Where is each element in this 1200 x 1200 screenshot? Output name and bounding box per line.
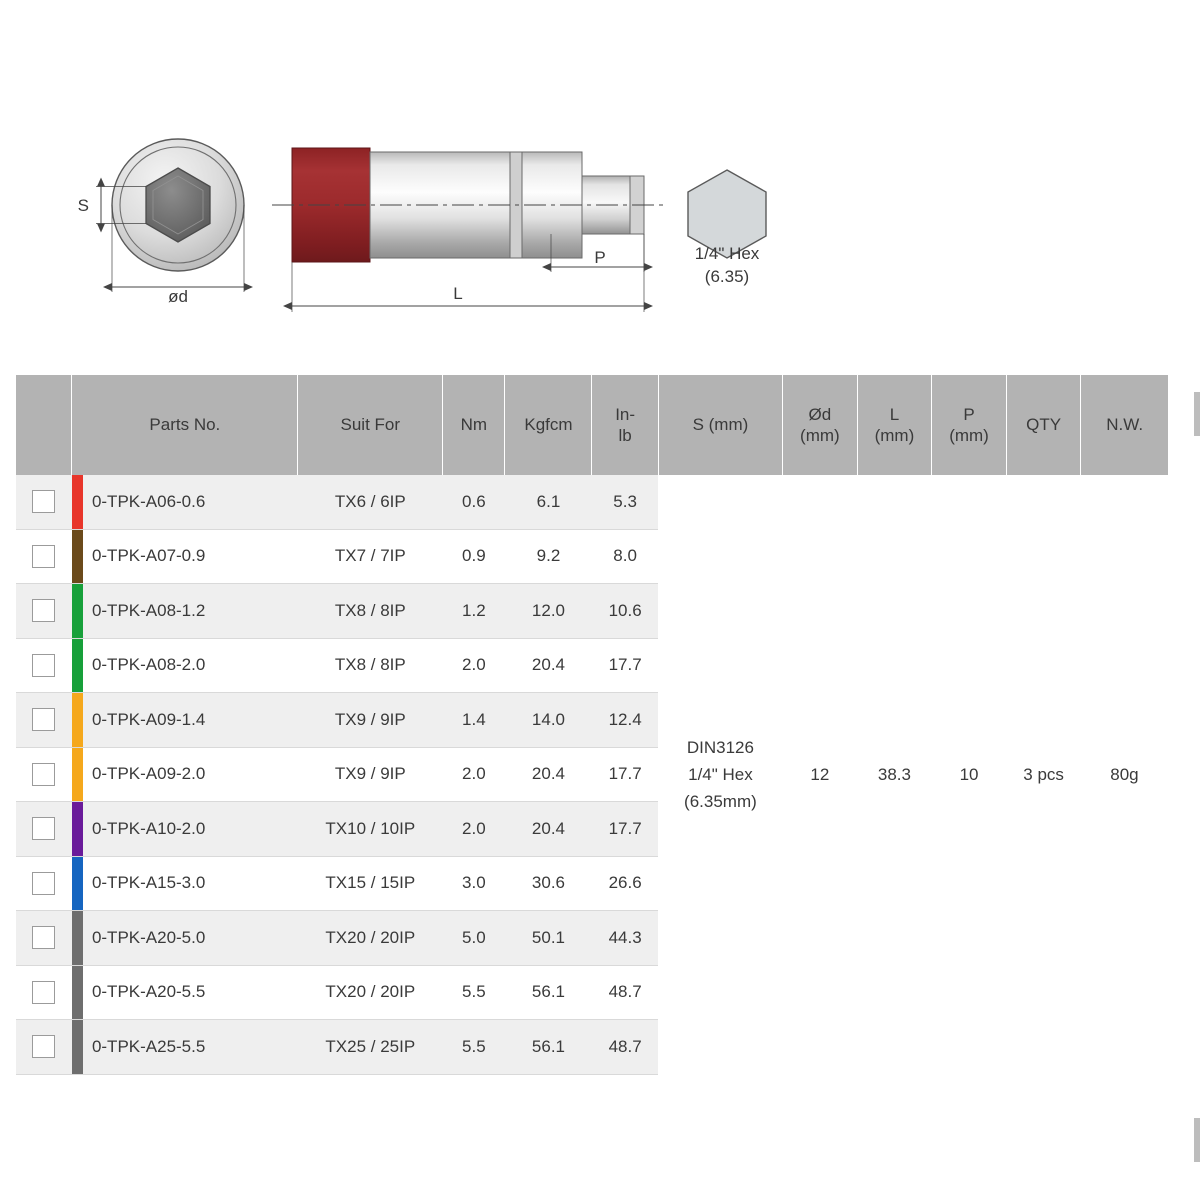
cell-parts-no — [72, 475, 298, 529]
row-select-cell[interactable] — [16, 475, 72, 529]
parts-no-label: 0-TPK-A07-0.9 — [91, 546, 206, 566]
header-suit-for: Suit For — [298, 375, 443, 475]
cell-nm: 0.9 — [443, 529, 505, 584]
cell-suit-for: TX8 / 8IP — [298, 584, 443, 639]
dim-label-p: P — [594, 248, 606, 267]
cell-nm: 5.5 — [443, 965, 505, 1020]
s-hex-size-mm: (6.35mm) — [684, 792, 757, 812]
cell-l-mm: 38.3 — [857, 475, 932, 1074]
row-checkbox[interactable] — [32, 1035, 55, 1058]
cell-od-mm: 12 — [783, 475, 858, 1074]
cell-suit-for: TX25 / 25IP — [298, 1020, 443, 1075]
specification-table — [16, 375, 1168, 1075]
parts-no-label: 0-TPK-A08-2.0 — [91, 655, 206, 675]
cell-in-lb: 17.7 — [592, 638, 658, 693]
cell-nm: 1.4 — [443, 693, 505, 748]
cell-nm: 2.0 — [443, 747, 505, 802]
row-select-cell[interactable] — [16, 1020, 72, 1075]
hex-label-line1: 1/4" Hex — [694, 244, 760, 263]
cell-p-mm: 10 — [932, 475, 1007, 1074]
cell-in-lb: 17.7 — [592, 747, 658, 802]
cell-in-lb: 26.6 — [592, 856, 658, 911]
color-code-bar — [72, 639, 83, 693]
end-view-drawing — [78, 139, 244, 306]
table-header-row — [16, 375, 1168, 475]
cell-suit-for: TX6 / 6IP — [298, 475, 443, 529]
cell-parts-no — [72, 856, 298, 911]
cell-parts-no — [72, 1020, 298, 1075]
parts-no-label: 0-TPK-A15-3.0 — [91, 873, 206, 893]
hex-label-line2: (6.35) — [704, 267, 750, 286]
cell-parts-no — [72, 802, 298, 857]
row-select-cell[interactable] — [16, 693, 72, 748]
header-nw: N.W. — [1081, 375, 1168, 475]
cell-suit-for: TX9 / 9IP — [298, 747, 443, 802]
cell-kgfcm: 14.0 — [505, 693, 592, 748]
color-code-bar — [72, 475, 83, 529]
color-code-bar — [72, 966, 83, 1020]
color-code-bar — [72, 584, 83, 638]
cell-suit-for: TX10 / 10IP — [298, 802, 443, 857]
parts-no-label: 0-TPK-A09-2.0 — [91, 764, 206, 784]
row-checkbox[interactable] — [32, 708, 55, 731]
cell-suit-for: TX7 / 7IP — [298, 529, 443, 584]
cell-in-lb: 48.7 — [592, 965, 658, 1020]
cell-nw: 80g — [1081, 475, 1168, 1074]
product-diagram — [0, 0, 1200, 360]
diagram-svg — [0, 0, 1200, 360]
row-checkbox[interactable] — [32, 490, 55, 513]
cell-suit-for: TX20 / 20IP — [298, 911, 443, 966]
row-checkbox[interactable] — [32, 763, 55, 786]
color-code-bar — [72, 1020, 83, 1074]
color-code-bar — [72, 802, 83, 856]
cell-kgfcm: 30.6 — [505, 856, 592, 911]
header-select — [16, 375, 72, 475]
parts-no-label: 0-TPK-A20-5.0 — [91, 927, 206, 947]
dim-label-od: ød — [168, 287, 188, 306]
spec-table — [16, 375, 1168, 1075]
cell-kgfcm: 20.4 — [505, 747, 592, 802]
s-din-standard: DIN3126 — [686, 737, 754, 757]
cell-suit-for: TX15 / 15IP — [298, 856, 443, 911]
cell-in-lb: 12.4 — [592, 693, 658, 748]
header-in-lb-text: In- lb — [615, 404, 636, 445]
parts-no-label: 0-TPK-A09-1.4 — [91, 709, 206, 729]
cell-nm: 5.5 — [443, 1020, 505, 1075]
row-select-cell[interactable] — [16, 965, 72, 1020]
row-checkbox[interactable] — [32, 545, 55, 568]
header-in-lb — [592, 375, 658, 475]
row-checkbox[interactable] — [32, 872, 55, 895]
row-select-cell[interactable] — [16, 802, 72, 857]
parts-no-label: 0-TPK-A08-1.2 — [91, 600, 206, 620]
row-checkbox[interactable] — [32, 817, 55, 840]
row-checkbox[interactable] — [32, 981, 55, 1004]
cell-parts-no — [72, 693, 298, 748]
header-kgfcm: Kgfcm — [505, 375, 592, 475]
row-select-cell[interactable] — [16, 747, 72, 802]
cell-suit-for: TX8 / 8IP — [298, 638, 443, 693]
side-view-drawing — [272, 148, 664, 312]
dim-label-s: S — [77, 196, 89, 215]
color-code-bar — [72, 748, 83, 802]
edge-mark-top — [1194, 392, 1200, 436]
color-code-bar — [72, 911, 83, 965]
cell-suit-for: TX20 / 20IP — [298, 965, 443, 1020]
table-row — [16, 475, 1168, 529]
table-body — [16, 475, 1168, 1074]
cell-kgfcm: 12.0 — [505, 584, 592, 639]
parts-no-label: 0-TPK-A10-2.0 — [91, 818, 206, 838]
edge-mark-bottom — [1194, 1118, 1200, 1162]
cell-in-lb: 44.3 — [592, 911, 658, 966]
row-select-cell[interactable] — [16, 911, 72, 966]
header-l-mm: L (mm) — [857, 375, 932, 475]
row-select-cell[interactable] — [16, 856, 72, 911]
color-code-bar — [72, 693, 83, 747]
row-checkbox[interactable] — [32, 599, 55, 622]
cell-parts-no — [72, 638, 298, 693]
cell-in-lb: 48.7 — [592, 1020, 658, 1075]
cell-in-lb: 10.6 — [592, 584, 658, 639]
cell-nm: 2.0 — [443, 638, 505, 693]
cell-s-mm — [658, 475, 782, 1074]
cell-kgfcm: 6.1 — [505, 475, 592, 529]
cell-nm: 1.2 — [443, 584, 505, 639]
parts-no-label: 0-TPK-A06-0.6 — [91, 491, 206, 511]
cell-in-lb: 8.0 — [592, 529, 658, 584]
cell-kgfcm: 20.4 — [505, 638, 592, 693]
cell-nm: 2.0 — [443, 802, 505, 857]
row-select-cell[interactable] — [16, 638, 72, 693]
cell-qty: 3 pcs — [1006, 475, 1081, 1074]
cell-nm: 3.0 — [443, 856, 505, 911]
header-qty: QTY — [1006, 375, 1081, 475]
cell-kgfcm: 9.2 — [505, 529, 592, 584]
row-select-cell[interactable] — [16, 584, 72, 639]
header-s-mm: S (mm) — [658, 375, 782, 475]
color-code-bar — [72, 857, 83, 911]
cell-kgfcm: 56.1 — [505, 1020, 592, 1075]
row-select-cell[interactable] — [16, 529, 72, 584]
cell-parts-no — [72, 529, 298, 584]
header-od-mm: Ød (mm) — [783, 375, 858, 475]
cell-kgfcm: 50.1 — [505, 911, 592, 966]
cell-parts-no — [72, 747, 298, 802]
dim-label-l: L — [453, 284, 463, 303]
cell-nm: 5.0 — [443, 911, 505, 966]
cell-kgfcm: 20.4 — [505, 802, 592, 857]
color-code-bar — [72, 530, 83, 584]
cell-parts-no — [72, 965, 298, 1020]
header-parts-no: Parts No. — [72, 375, 298, 475]
header-nm: Nm — [443, 375, 505, 475]
header-p-mm: P (mm) — [932, 375, 1007, 475]
cell-parts-no — [72, 584, 298, 639]
cell-kgfcm: 56.1 — [505, 965, 592, 1020]
cell-nm: 0.6 — [443, 475, 505, 529]
parts-no-label: 0-TPK-A25-5.5 — [91, 1036, 206, 1056]
s-hex-size: 1/4" Hex — [688, 764, 753, 784]
cell-parts-no — [72, 911, 298, 966]
cell-in-lb: 17.7 — [592, 802, 658, 857]
row-checkbox[interactable] — [32, 654, 55, 677]
cell-suit-for: TX9 / 9IP — [298, 693, 443, 748]
parts-no-label: 0-TPK-A20-5.5 — [91, 982, 206, 1002]
row-checkbox[interactable] — [32, 926, 55, 949]
cell-in-lb: 5.3 — [592, 475, 658, 529]
hex-shank-symbol — [688, 170, 766, 286]
